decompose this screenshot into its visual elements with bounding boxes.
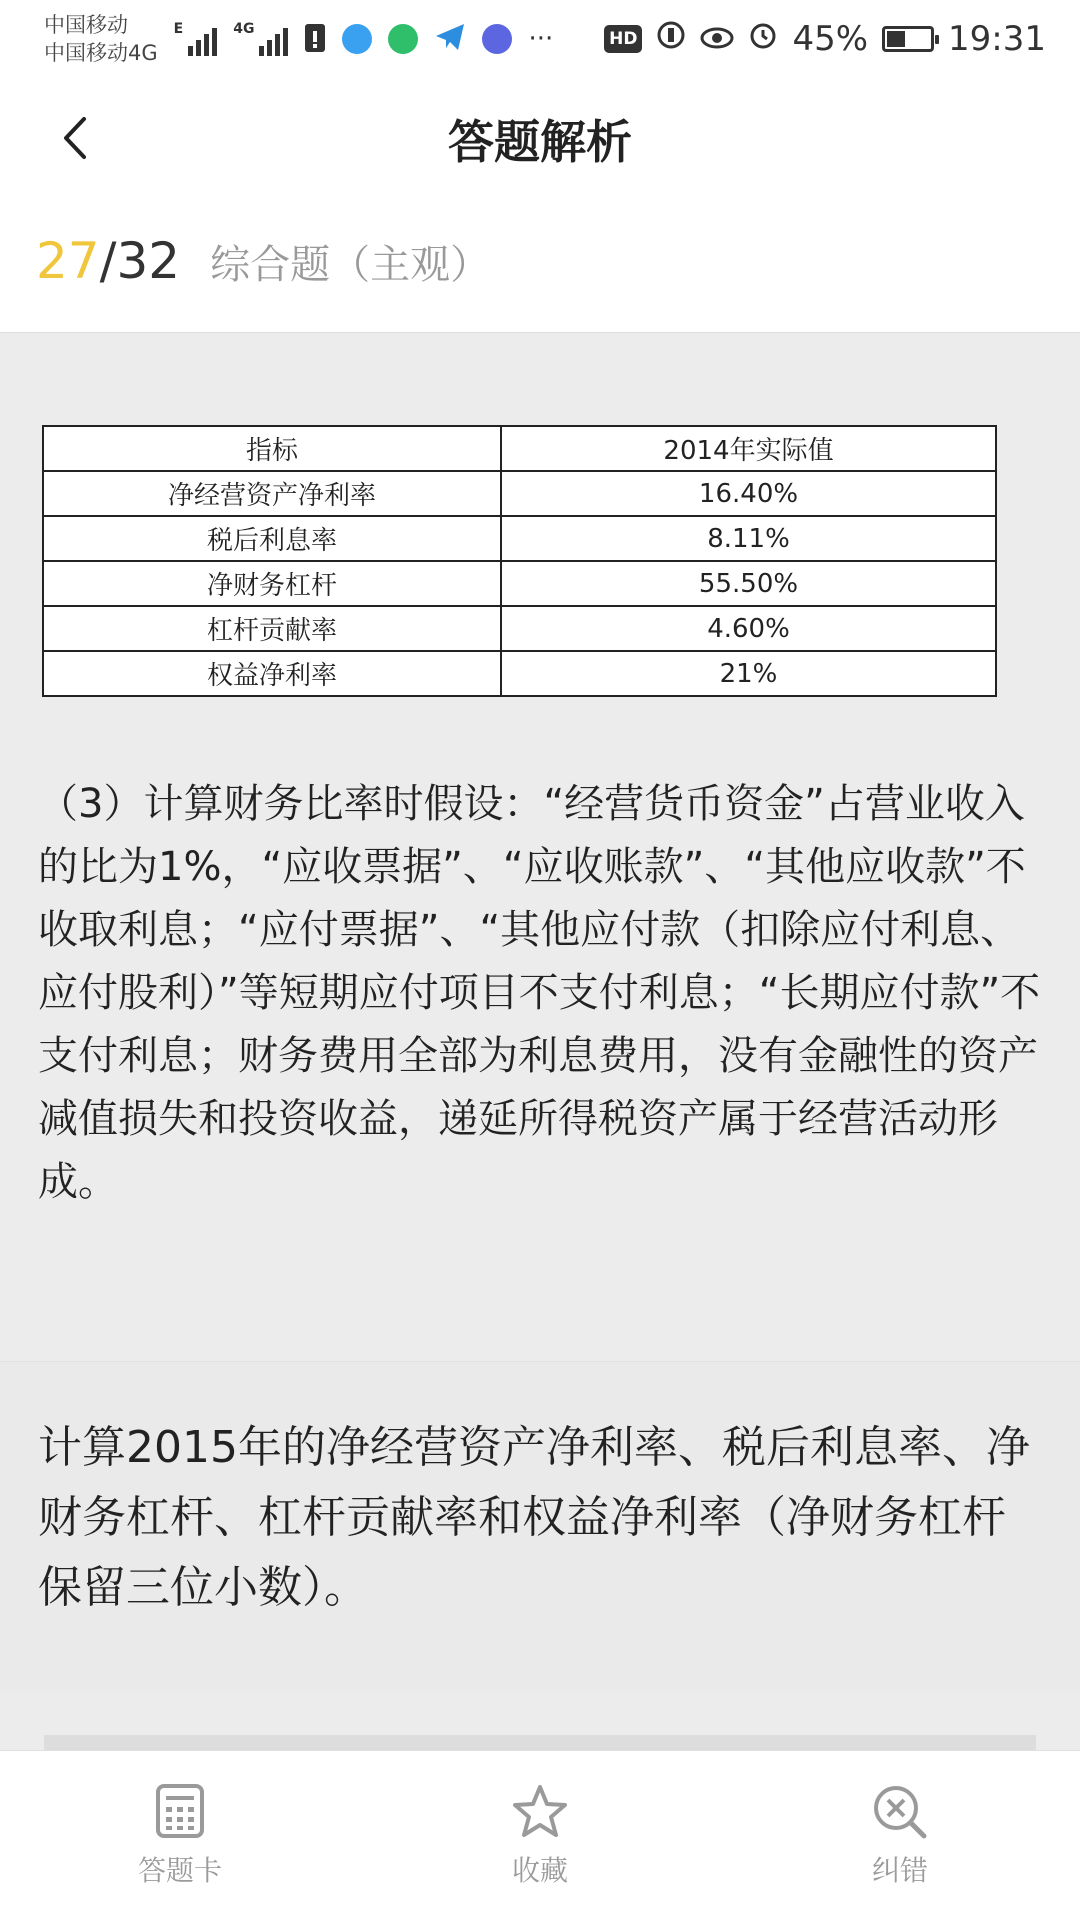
table-row [43, 651, 996, 696]
status-bar-right [604, 19, 1046, 59]
bottom-nav [0, 1750, 1080, 1921]
alarm-icon [748, 19, 778, 59]
app-browser-icon [342, 24, 372, 54]
nav-label: 收藏 [511, 1854, 568, 1887]
table-header-cell: 2014年实际值 [501, 426, 996, 471]
carrier-info [44, 11, 158, 67]
current-question-number: 27 [36, 232, 100, 290]
error-correct-icon [871, 1783, 929, 1839]
battery-icon [882, 26, 934, 52]
app-music-icon [482, 24, 512, 54]
carrier-1: 中国移动 [44, 13, 128, 37]
question-content[interactable] [0, 332, 1080, 1751]
answer-area [44, 1735, 1036, 1751]
table-cell: 净经营资产净利率 [43, 471, 501, 516]
answer-card-icon [155, 1783, 205, 1839]
progress-separator: / [99, 232, 117, 290]
table-row [43, 561, 996, 606]
app-telegram-icon [434, 22, 466, 57]
battery-percent: 45% [792, 19, 869, 59]
table-cell: 8.11% [501, 516, 996, 561]
status-bar-left [44, 11, 553, 67]
assumption-paragraph: （3）计算财务比率时假设：“经营货币资金”占营业收入的比为1%，“应收票据”、“应收账款”、“其他应收款”不收取利息；“应付票据”、“其他应付款（扣除应付利息、应付股利）”等短期应付项目不支付利息；“长期应付款”不支付利息；财务费用全部为利息费用，没有金融性的资产减值损失和投资收益，递延所得税资产属于经营活动形成。 [38, 781, 1041, 1205]
table-cell: 4.60% [501, 606, 996, 651]
star-icon [511, 1783, 569, 1839]
data-saver-icon [656, 19, 686, 59]
signal-1-label: E [173, 21, 184, 37]
question-text: 计算2015年的净经营资产净利率、税后利息率、净财务杠杆、杠杆贡献率和权益净利率（净财务杠杆保留三位小数）。 [38, 1422, 1030, 1613]
table-row [43, 516, 996, 561]
nav-label: 纠错 [871, 1854, 928, 1887]
table-cell: 税后利息率 [43, 516, 501, 561]
nav-report-error[interactable] [720, 1751, 1080, 1921]
nav-label: 答题卡 [137, 1854, 222, 1887]
table-cell: 杠杆贡献率 [43, 606, 501, 651]
table-cell: 21% [501, 651, 996, 696]
clock: 19:31 [948, 19, 1046, 59]
app-video-icon [388, 24, 418, 54]
nav-favorite[interactable] [360, 1751, 720, 1921]
table-cell: 权益净利率 [43, 651, 501, 696]
signal-2-label: 4G [233, 21, 255, 37]
table-cell: 16.40% [501, 471, 996, 516]
signal-1-icon [174, 22, 218, 56]
table-cell: 55.50% [501, 561, 996, 606]
hd-icon: HD [604, 25, 642, 53]
signal-2-icon [233, 22, 288, 56]
question-progress [36, 232, 490, 290]
table-row [43, 471, 996, 516]
indicator-table [42, 425, 997, 697]
total-question-count: 32 [116, 232, 181, 290]
table-row [43, 606, 996, 651]
question-type: 综合题（主观） [210, 242, 491, 288]
table-header-row [43, 426, 996, 471]
page-title: 答题解析 [448, 115, 632, 169]
nav-answer-card[interactable] [0, 1751, 360, 1921]
eye-comfort-icon [700, 19, 734, 59]
carrier-2: 中国移动4G [44, 41, 158, 65]
app-header [0, 78, 1080, 196]
more-notifications-icon: ··· [528, 24, 554, 54]
status-bar [0, 0, 1080, 78]
table-cell: 净财务杠杆 [43, 561, 501, 606]
sim-alert-icon [304, 21, 326, 58]
table-header-cell: 指标 [43, 426, 501, 471]
